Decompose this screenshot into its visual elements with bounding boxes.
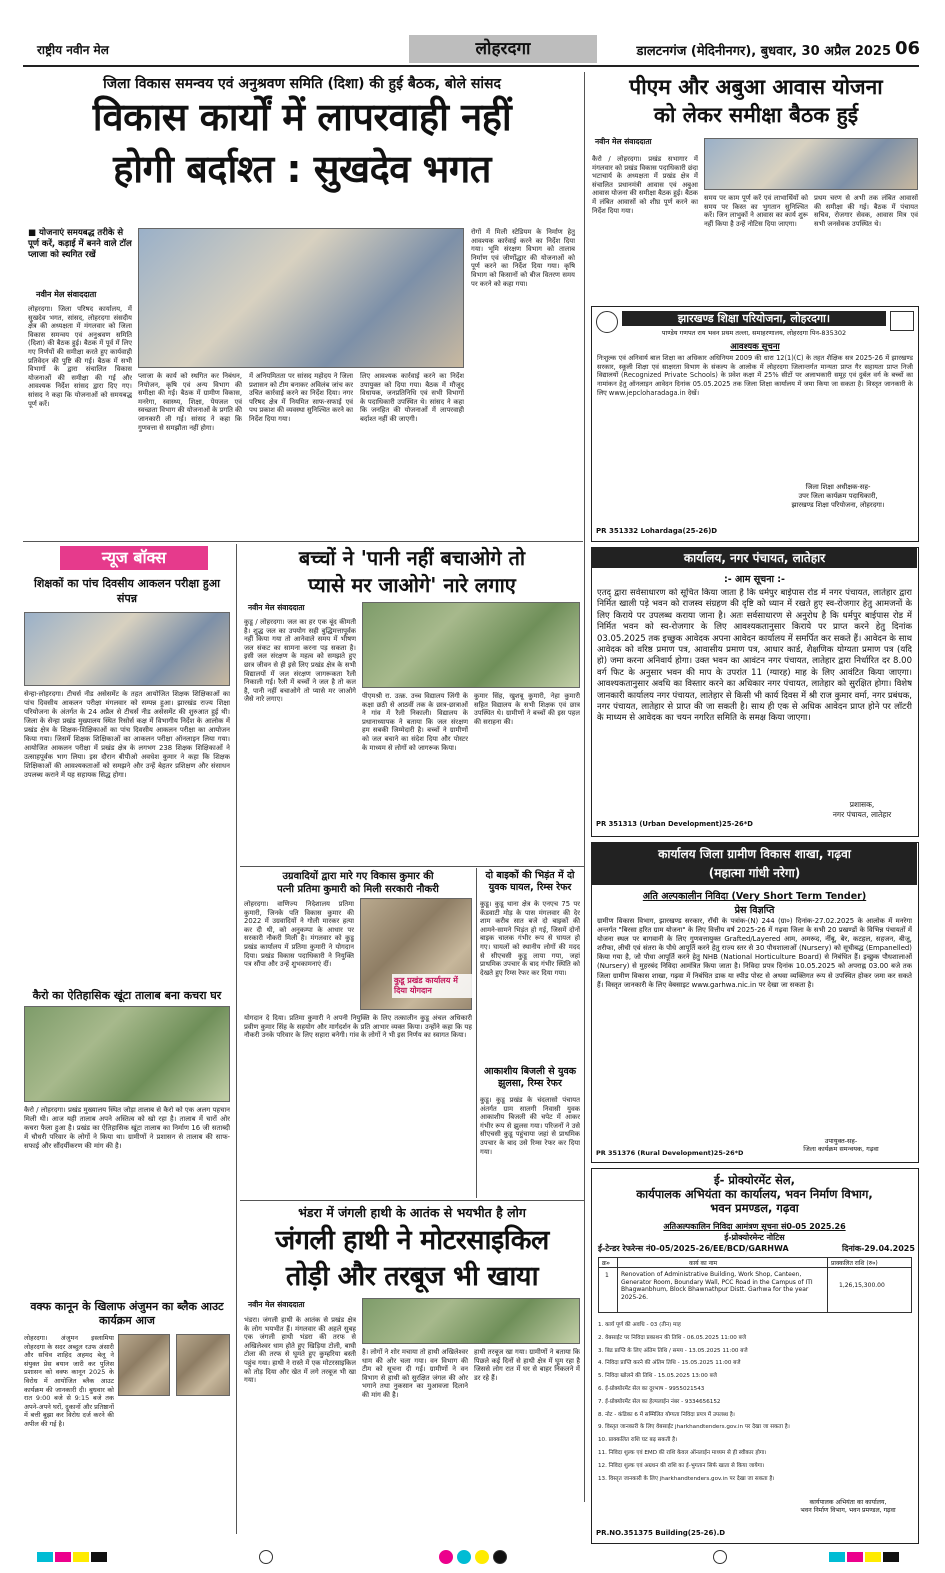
pm-awas-body-3: प्रथम चरण से अभी तक लंबित आवासों की समीक्षा की गई। बैठक में पंचायत सचिव, रोजगार सेवक, आवास मित्र एवं सभी जनसेवक उपस्थित थे। xyxy=(814,194,918,228)
water-photo xyxy=(362,602,580,688)
pm-awas-byline: नवीन मेल संवाददाता xyxy=(595,137,652,146)
garhwa-ad-body: ग्रामीण विकास विभाग, झारखण्ड सरकार, राँची के पत्रांक-(N) 244 (ग्रा०) दिनांक-27.02.2025 के आलोक में मनरेगा अन्तर्गत "बिरसा हरित ग्राम योजना" के लिए वित्तीय वर्ष 2025-26 में गढ़वा जिला के सभी 20 प्रखण्डों के विभिन्न पंचायतों में योजना स्थल पर बागवानी के लिए गुणवत्तायुक्त Grafted/Layered आम, अमरूद, नींबू, बेर, कटहल, सहजन, बीजू, शरीफा, लीची एवं संतरा के पौधे आपूर्ति करने हेतु राज्य स्तर से 30 पौधशालाओं (Nursery) को सूचीबद्ध (Empanelled) किया गया है, जो पौधा आपूर्ति करने हेतु NHB (National Horticulture Board) से निबंधित हैं। इच्छुक पौधशालाओं (Nursery) से मुहरबंद निविदा आमंत्रित किया जाता है। निविदा प्रपत्र दिनांक 10.05.2025 को अपराह्न 03.00 बजे तक जिला ग्रामीण विकास शाखा, गढ़वा में निबंधित डाक या स्पीड पोस्ट से अथवा व्यक्तिगत रूप से उपस्थित होकर जमा कर सकते हैं। विस्तृत जानकारी के लिए वेबसाइट www.garhwa.nic.in पर देखा जा सकता है। xyxy=(597,917,912,989)
garhwa-ad-notice-title: प्रेस विज्ञप्ति xyxy=(734,905,775,916)
garhwa-ad-title: कार्यालय जिला ग्रामीण विकास शाखा, गढ़वा (महात्मा गांधी नरेगा) xyxy=(592,843,917,885)
lead-byline: नवीन मेल संवाददाता xyxy=(36,290,97,299)
elephant-headline-2: तोड़ी और तरबूज भी खाया xyxy=(285,1261,539,1292)
elephant-photo xyxy=(362,1298,580,1344)
bike-body: कुडू। कुडू थाना क्षेत्र के एनएच 75 पर केंडवाटी मोड़ के पास मंगलवार की देर शाम करीब सात बजे दो बाइकों की आमने-सामने भिड़ंत हो गई, जिसमें दोनों बाइक चालक गंभीर रूप से घायल हो गए। घायलों को स्थानीय लोगों की मदद से सीएचसी कुडू लाया गया, जहां प्राथमिक उपचार के बाद गंभीर स्थिति को देखते हुए रिम्स रेफर कर दिया गया। xyxy=(480,900,580,977)
tender-ad-notice: ई-प्रोक्योरमेन्ट नोटिस xyxy=(724,1233,785,1242)
news-box-label: न्यूज बॉक्स xyxy=(60,546,208,570)
registration-mark-icon xyxy=(259,1550,273,1564)
news2-photo xyxy=(24,1006,230,1102)
edu-ad-logo xyxy=(596,311,618,333)
tender-ad-subtitle: अतिअल्पकालिन निविदा आमंत्रण सूचना सं0-05 2025.26 xyxy=(663,1222,846,1231)
garhwa-ad-sign: उपायुक्त-सह- जिला कार्यक्रम समन्वयक, गढ़वा xyxy=(803,1137,879,1153)
tender-ad xyxy=(591,1168,919,1544)
color-swatch xyxy=(37,1552,53,1562)
nagar-ad-pr: PR 351313 (Urban Development)25-26*D xyxy=(596,820,753,828)
news3-body: लोहरदगा। अंजुमन इस्लामिया लोहरदगा के सदर अब्दुल रउफ अंसारी और सचिव शाहिद अहमद बेलू ने संयुक्त प्रेस बयान जारी कर पुलिस प्रशासन को वक्फ कानून 2025 के विरोध में आयोजित ब्लैक आउट कार्यक्रम की जानकारी दी। बुधवार को रात 9:00 बजे से 9:15 बजे तक अपने-अपने घरों, दुकानों और प्रतिष्ठानों में बत्ती बुझा कर विरोध दर्ज करने की अपील की गई है। xyxy=(24,1334,114,1428)
electric-headline: आकाशीय बिजली से युवक झुलसा, रिम्स रेफर xyxy=(483,1066,577,1089)
water-headline-2: प्यासे मर जाओगे' नारे लगाए xyxy=(308,573,516,597)
tender-item: 11. निविदा शुल्क एवं EMD की राशि केवल ऑनलाईन माध्यम से ही स्वीकार होगा। xyxy=(598,1449,767,1456)
elephant-body: भंडरा। जंगली हाथी के आतंक से प्रखंड क्षेत्र के लोग भयभीत हैं। मंगलवार की अहले सुबह एक जंगली हाथी भंडरा की तरफ से अखिलेश्वर धाम होते हुए खिड़िया टोली, बाघी टोला की तरफ से घूमते हुए कुम्हरिया बस्ती पहुंच गया। हाथी ने रास्ते में एक मोटरसाइकिल को तोड़ दिया और खेत में लगे तरबूज भी खा गया। xyxy=(244,1316,356,1385)
tender-item: 8. नोट - कंडिका 6 में सम्मिलित योग्यता निविदा प्रपत्र में उपलब्ध है। xyxy=(598,1411,735,1418)
lead-photo-meeting xyxy=(138,228,464,368)
lead-body-col3: में अनियमितता पर सांसद महोदय ने जिला प्रशासन को टीम बनाकर अविलंब जांच कर उचित कार्रवाई करने का निर्देश दिया। नगर परिषद क्षेत्र में नियमित साफ-सफाई एवं पथ प्रकाश की व्यवस्था सुनिश्चित करने का निर्देश दिया गया। xyxy=(249,372,353,423)
water-headline-1: बच्चों ने 'पानी नहीं बचाओगे तो xyxy=(298,546,526,570)
tender-table-head-1: कार्य का नाम xyxy=(689,1260,718,1267)
elephant-headline-1: जंगली हाथी ने मोटरसाइकिल xyxy=(275,1225,549,1256)
lead-body-col1: लोहरदगा। जिला परिषद कार्यालय, में सुखदेव भगत, सांसद, लोहरदगा संसदीय क्षेत्र की अध्यक्षता में मंगलवार को जिला विकास समन्वय एवं अनुश्रवण समिति (दिशा) की बैठक हुई। बैठक में पूर्व में लिए गए निर्णयों की समीक्षा करते हुए कार्यवाही प्रतिवेदन की पुष्टि की गई। बैठक में सभी विभागों के द्वारा संचालित विकास योजनाओं की समीक्षा की गई और आवश्यक निर्देश सांसद द्वारा दिए गए। सांसद ने कहा कि योजनाओं को समयबद्ध पूर्ण करें। xyxy=(28,305,132,408)
edu-ad-notice-title: आवश्यक सूचना xyxy=(730,342,780,352)
electric-body: कुडू। कुडू प्रखंड के चंदलासो पंचायत अंतर्गत ग्राम सालगी निवासी युवक आकाशीय बिजली की चपेट में आकर गंभीर रूप से झुलस गया। परिजनों ने उसे सीएचसी कुडू पहुंचाया जहां से प्राथमिक उपचार के बाद उसे रिम्स रेफर कर दिया गया। xyxy=(480,1096,580,1156)
color-swatch xyxy=(865,1552,881,1562)
lead-body-col5: रोगों में मिली स्टेडियम के निर्माण हेतु आवश्यक कार्रवाई करने का निर्देश दिया गया। भूमि संरक्षण विभाग को तालाब निर्माण एवं जीर्णोद्धार की योजनाओं को पूर्ण करने का निर्देश दिया गया। कृषि विभाग को किसानों को बीज वितरण समय पर करने को कहा गया। xyxy=(471,228,575,288)
garhwa-ad xyxy=(591,842,919,1163)
newspaper-logo: राष्ट्रीय नवीन मेल xyxy=(37,43,109,57)
tender-ad-ref: ई-टेन्डर रेफरेन्स नं0-05/2025-26/EE/BCD/GARHWA xyxy=(598,1244,789,1253)
tender-table-head-0: क्र० xyxy=(602,1260,610,1267)
tender-ad-sign: कार्यपालक अभियंता का कार्यालय, भवन निर्माण विभाग, भवन प्रमण्डल, गढ़वा xyxy=(800,1499,896,1514)
edu-ad-logo-2 xyxy=(890,311,914,331)
water-byline: नवीन मेल संवाददाता xyxy=(248,603,305,612)
nagar-ad xyxy=(591,547,919,837)
tender-item: 5. निविदा खोलने की तिथि - 15.05.2025 13:00 बजे xyxy=(598,1373,717,1380)
garhwa-ad-pr: PR 351376 (Rural Development)25-26*D xyxy=(596,1149,744,1157)
naukri-body: लोहरदगा। वाणिज्य निदेशालय प्रतिमा कुमारी, जिनके पति विकास कुमार की 2022 में उग्रवादियों ने गोली मारकर हत्या कर दी थी, को अनुकम्पा के आधार पर सरकारी नौकरी मिली है। मंगलवार को कुडू प्रखंड कार्यालय में प्रतिमा कुमारी ने योगदान दिया। प्रखंड विकास पदाधिकारी ने नियुक्ति पत्र सौंपा और उन्हें शुभकामनाएं दीं। xyxy=(244,900,354,969)
tender-item: 6. ई-प्रोक्योरमेंट सेल का दूरभाष - 9955021543 xyxy=(598,1385,705,1392)
lead-bullet: ■ योजनाएं समयबद्ध तरीके से पूर्ण करें, कड़ाई में बनने वाले टॉल प्लाजा को स्थगित रखें xyxy=(28,228,132,260)
edu-ad xyxy=(591,306,919,542)
registration-mark-icon xyxy=(493,1550,507,1564)
lead-headline-2: होगी बर्दाश्त : सुखदेव भगत xyxy=(113,147,491,191)
news2-body: कैरो / लोहरदगा। प्रखंड मुख्यालय स्थित जोड़ा तालाब से कैरो को एक अलग पहचान मिली थी। आज यही तालाब अपने अस्तित्व को खो रहा है। तालाब में चारों ओर कचरा फैला हुआ है। प्रखंड का ऐतिहासिक खूंटा तालाब का निर्माण 16 जी सताब्दी में चौधरी परिवार के लोगों ने किया था। ग्रामीणों ने प्रशासन से तालाब की साफ-सफाई और सौंदर्यीकरण की मांग की है। xyxy=(24,1106,230,1150)
tender-item: 7. ई-प्रोक्योरमेंट सेल का हेल्पलाईन नंबर - 9334656152 xyxy=(598,1398,721,1405)
tender-item: 4. निविदा प्राप्ति करने की अंतिम तिथि - 15.05.2025 11:00 बजे xyxy=(598,1360,741,1367)
color-swatch xyxy=(847,1552,863,1562)
lead-body-col4: लिए आवश्यक कार्रवाई करने का निर्देश उपायुक्त को दिया गया। बैठक में मौजूद विधायक, जनप्रतिनिधि एवं सभी विभागों के पदाधिकारी उपस्थित थे। सांसद ने कहा कि जनहित की योजनाओं में लापरवाही बर्दाश्त नहीं की जाएगी। xyxy=(360,372,464,423)
edu-ad-body: निःशुल्क एवं अनिवार्य बाल शिक्षा का अधिकार अधिनियम 2009 की धारा 12(1)(C) के तहत शैक्षिक सत्र 2025-26 में झारखण्ड सरकार, स्कूली शिक्षा एवं साक्षरता विभाग के संकल्प के आलोक में लोहरदगा जिलान्तर्गत मान्यता प्राप्त गैर सहायता प्राप्त निजी विद्यालयों (Recognized Private Schools) के प्रवेश कक्षा में 25% सीटों पर अलाभकारी समूह एवं दुर्बल वर्ग के बच्चों का नामांकन हेतु ऑनलाइन आवेदन दिनांक 05.05.2025 तक जिला शिक्षा कार्यालय में जमा किया जा सकता है। विस्तृत जानकारी के लिए www.jepcloharadaga.in देखें। xyxy=(597,354,913,397)
news3-headline: वक्फ कानून के खिलाफ अंजुमन का ब्लैक आउट कार्यक्रम आज xyxy=(30,1300,224,1327)
registration-mark-icon xyxy=(475,1550,489,1564)
nagar-ad-title: कार्यालय, नगर पंचायत, लातेहार xyxy=(592,548,917,568)
naukri-photo-caption: कुडू प्रखंड कार्यालय में दिया योगदान xyxy=(392,974,472,998)
news1-body: सेन्हा-लोहरदगा। टीचर्स नीड असेसमेंट के तहत आयोजित शिक्षक शिक्षिकाओं का पांच दिवसीय आकलन परीक्षा मंगलवार को सम्पन्न हुआ। झारखंड राज्य शिक्षा परियोजना के अंतर्गत के 24 अप्रैल से टीचर्स नीड असेसमेंट की शुरुआत हुई थी। जिला के सेन्हा प्रखंड मुख्यालय स्थित रिसोर्स कक्ष में विभागीय निर्देश के आलोक में प्रखंड क्षेत्र के शिक्षक-शिक्षिकाओं का पांच दिवसीय आकलन परीक्षा का आयोजन किया गया। जिसमें शिक्षक शिक्षिकाओं का आकलन परीक्षा ऑनलाइन लिया गया। आयोजित आकलन परीक्षा में प्रखंड क्षेत्र के लगभग 238 शिक्षक शिक्षिकाओं ने उत्साहपूर्वक भाग लिया। इस दौरान बीपीओ अवधेश कुमार ने कहा कि शिक्षक शिक्षिकाओं की आवश्यकताओं को समझने और उन्हें बेहतर प्रशिक्षण और संसाधन उपलब्ध कराने में यह सहायक सिद्ध होगा। xyxy=(24,690,230,779)
news3-photo-1 xyxy=(118,1334,170,1396)
news2-headline: कैरो का ऐतिहासिक खूंटा तालाब बना कचरा घर xyxy=(32,989,222,1002)
edu-ad-address: पाण्डेय गणपत राय भवन प्रथम तल्ला, समाहरणालय, लोहरदगा पिन-835302 xyxy=(661,329,847,337)
masthead xyxy=(23,35,919,67)
print-color-bar xyxy=(23,1550,919,1564)
color-swatch xyxy=(829,1552,845,1562)
tender-items xyxy=(598,1319,912,1485)
naukri-body-2: योगदान दे दिया। प्रतिमा कुमारी ने अपनी नियुक्ति के लिए तत्कालीन कुडू अंचल अधिकारी प्रवीण कुमार सिंह के सहयोग और मार्गदर्शन के प्रति आभार व्यक्त किया। उन्होंने कहा कि यह नौकरी उनके परिवार के लिए सहारा बनेगी। गांव के लोगों ने भी इस निर्णय का स्वागत किया। xyxy=(244,1014,472,1040)
page-number: 06 xyxy=(895,38,921,59)
edu-ad-pr: PR 351332 Lohardaga(25-26)D xyxy=(596,527,718,535)
elephant-body-2: है। लोगों ने शोर मचाया तो हाथी अखिलेश्वर धाम की ओर चला गया। वन विभाग की टीम को सूचना दी गई। ग्रामीणों ने वन विभाग से हाथी को सुरक्षित जंगल की ओर भगाने तथा नुकसान का मुआवजा दिलाने की मांग की है। xyxy=(362,1348,468,1399)
pm-awas-body: कैरो / लोहरदगा। प्रखंड सभागार में मंगलवार को प्रखंड विकास पदाधिकारी छंदा भटाचार्य के अध्यक्षता में प्रखंड क्षेत्र में संचालित प्रधानमंत्री आवास एवं अबुआ आवास योजना की समीक्षा बैठक हुई। बैठक में लंबित आवासों को शीघ्र पूर्ण करने का निर्देश दिया गया। xyxy=(592,155,698,215)
elephant-byline: नवीन मेल संवाददाता xyxy=(248,1300,305,1309)
naukri-headline: उग्रवादियों द्वारा मारे गए विकास कुमार की पत्नी प्रतिमा कुमारी को मिली सरकारी नौकरी xyxy=(277,871,439,895)
news1-headline: शिक्षकों का पांच दिवसीय आकलन परीक्षा हुआ संपन्न xyxy=(33,577,220,605)
tender-ad-pr: PR.NO.351375 Building(25-26).D xyxy=(596,1529,726,1537)
tender-ad-date: दिनांक-29.04.2025 xyxy=(842,1244,915,1253)
tender-item: 13. विस्तृत जानकारी के लिए jharkhandtenders.gov.in पर देखा जा सकता है। xyxy=(598,1475,775,1482)
elephant-body-3: हाथी तरबूज खा गया। ग्रामीणों ने बताया कि पिछले कई दिनों से हाथी क्षेत्र में घूम रहा है जिससे लोग रात में घर से बाहर निकलने में डर रहे हैं। xyxy=(474,1348,580,1382)
color-swatch xyxy=(91,1552,107,1562)
tender-row-no: 1 xyxy=(605,1272,609,1279)
edu-ad-title: झारखण्ड शिक्षा परियोजना, लोहरदगा। xyxy=(622,311,886,326)
news3-photo-2 xyxy=(176,1334,230,1396)
pm-awas-headline-2: को लेकर समीक्षा बैठक हुई xyxy=(653,103,859,127)
tender-item: 9. विस्तृत जानकारी के लिए वेबसाईट jharkhandtenders.gov.in पर देखा जा सकता है। xyxy=(598,1424,790,1431)
water-body-2: पीएमश्री रा. उत्क्र. उच्च विद्यालय जिंगी के कक्षा छठी से आठवीं तक के छात्र-छात्राओं ने गांव में रैली निकाली। विद्यालय के प्रधानाध्यापक ने बताया कि जल संरक्षण हम सबकी जिम्मेदारी है। बच्चों ने ग्रामीणों को जल बचाने का संदेश दिया और पोस्टर के माध्यम से लोगों को जागरूक किया। xyxy=(362,692,468,752)
color-swatch xyxy=(883,1552,899,1562)
tender-item: 10. प्राक्कलित राशि घट बढ़ सकती है। xyxy=(598,1437,678,1444)
tender-table-head-2: प्राक्कलित राशि (रु०) xyxy=(831,1260,878,1267)
tender-item: 3. बिड प्राप्ति के लिए अंतिम तिथि / समय - 13.05.2025 11:00 बजे xyxy=(598,1347,748,1354)
garhwa-ad-subtitle: अति अल्पकालीन निविदा (Very Short Term Tender) xyxy=(642,891,867,902)
edu-ad-sign: जिला शिक्षा अधीक्षक-सह- उपर जिला कार्यक्रम पदाधिकारी, झारखण्ड शिक्षा परियोजना, लोहरदगा। xyxy=(791,483,885,509)
color-swatch xyxy=(55,1552,71,1562)
color-swatch xyxy=(73,1552,89,1562)
tender-table xyxy=(598,1257,912,1313)
lead-headline-1: विकास कार्यों में लापरवाही नहीं xyxy=(92,95,512,139)
tender-item: 12. निविदा शुल्क एवं अग्रधन की राशि का ई-भुगतान सिर्फ खाता से किया जायेगा। xyxy=(598,1462,765,1469)
lead-body-col2: प्लाजा के कार्य को स्थगित कर निबंधन, नियोजन, कृषि एवं अन्य विभाग की समीक्षा की गई। बैठक में ग्रामीण विकास, मनरेगा, स्वास्थ्य, शिक्षा, पेयजल एवं स्वच्छता विभाग की योजनाओं के प्रगति की जानकारी ली गई। सांसद ने कहा कि गुणवत्ता से समझौता नहीं होगा। xyxy=(138,372,242,432)
nagar-ad-notice-title: :- आम सूचना :- xyxy=(724,574,785,585)
elephant-kicker: भंडरा में जंगली हाथी के आतंक से भयभीत है लोग xyxy=(298,1205,526,1220)
dateline: डालटनगंज (मेदिनीनगर), बुधवार, 30 अप्रैल 2025 xyxy=(636,44,891,59)
section-label: लोहरदगा xyxy=(409,35,597,63)
water-body: कुडू / लोहरदगा। जल का हर एक बूंद कीमती है। शुद्ध जल का उपयोग सही बुद्धिमत्तापूर्वक नहीं किया गया तो आनेवाले समय में भीषण जल संकट का सामना करना पड़ सकता है। इसी जल संरक्षण के महत्व को समझते हुए छात्र जीवन से ही इसे लिए प्रखंड क्षेत्र के सभी विद्यालयों में जल संरक्षण जागरूकता रैली निकाली गई। रैली में बच्चों ने जल है तो कल है, पानी नहीं बचाओगे तो प्यासे मर जाओगे जैसे नारे लगाए। xyxy=(244,618,356,704)
bike-headline: दो बाइकों की भिड़ंत में दो युवक घायल, रिम्स रेफर xyxy=(485,870,575,893)
pm-awas-headline-1: पीएम और अबुआ आवास योजना xyxy=(629,75,883,99)
nagar-ad-sign: प्रशासक, नगर पंचायत, लातेहार xyxy=(832,800,892,819)
news1-photo xyxy=(24,612,230,686)
nagar-ad-body: एतद् द्वारा सर्वसाधारण को सूचित किया जाता है कि धर्मपुर बाईपास रोड में नगर पंचायत, लातेहार द्वारा निर्मित खाली पड़े भवन को राजस्व संग्रहण की दृष्टि को ध्यान में रखते हुए स्व-रोजगार हेतु आमजनों के लिए किराये पर उपलब्ध कराया जाना है। अतः सर्वसाधारण से अनुरोध है कि धर्मपुर बाईपास रोड में निर्मित भवन को स्व-रोजगार के लिए आवश्यकतानुसार किराये पर प्राप्त करने हेतु दिनांक 03.05.2025 तक इच्छुक आवेदक अपना आवेदन कार्यालय में समर्पित कर सकते हैं। आवेदन के साथ आवेदक को वरिष्ठ प्रमाण पत्र, आवासीय प्रमाण पत्र, आधार कार्ड, शैक्षणिक योग्यता प्रमाण पत्र (यदि हो) जमा करना अनिवार्य होगा। उक्त भवन का आवंटन नगर पंचायत, लातेहार द्वारा निर्धारित दर 8.00 वर्ग फिट के अनुसार भवन की माप के उपरांत 11 (ग्यारह) माह के लिए आवंटित किया जाएगा। आवश्यकतानुसार अवधि का विस्तार करने का अधिकार नगर पंचायत, लातेहार को सुरक्षित होगा। विशेष जानकारी कार्यालय नगर पंचायत, लातेहार से किसी भी कार्य दिवस में श्री राज कुमार वर्मा, नगर प्रबंधक, नगर पंचायत, लातेहार से प्राप्त की जा सकती है। साथ ही एक से अधिक आवेदन प्राप्त होने पर लॉटरी के माध्यम से आवेदक का चयन नगरित समिति के समक्ष किया जाएगा। xyxy=(597,588,912,724)
pm-awas-photo xyxy=(704,138,918,190)
tender-item: 1. कार्य पूर्ण की अवधि - 03 (तीन) माह xyxy=(598,1322,681,1328)
registration-mark-icon xyxy=(457,1550,471,1564)
tender-ad-title: ई- प्रोक्योरमेंट सेल, कार्यपालक अभियंता का कार्यालय, भवन निर्माण विभाग, भवन प्रमण्डल, गढ़वा xyxy=(636,1173,873,1215)
tender-row-work: Renovation of Administrative Building, Work Shop, Canteen, Generator Room, Boundary Wall, PCC Road in the Campus of ITI Bhagwanbhum, Block Bhawnathpur Distt. Garhwa for the year 2025-26. xyxy=(621,1271,813,1301)
tender-item: 2. वेबसाईट पर निविदा प्रकाशन की तिथि - 06.05.2025 11:00 बजे xyxy=(598,1334,746,1341)
water-body-3: कुमार सिंह, खुशबू कुमारी, नेहा कुमारी सहित विद्यालय के सभी शिक्षक एवं छात्र उपस्थित थे। ग्रामीणों ने बच्चों की इस पहल की सराहना की। xyxy=(474,692,580,726)
pm-awas-body-2: समय पर काम पूर्ण करें एवं लाभार्थियों को समय पर किस्त का भुगतान सुनिश्चित करें। जिन लाभुकों ने आवास का कार्य शुरू नहीं किया है उन्हें नोटिस दिया जाएगा। xyxy=(704,194,808,228)
lead-kicker: जिला विकास समन्वय एवं अनुश्रवण समिति (दिशा) की हुई बैठक, बोले सांसद xyxy=(103,76,501,92)
registration-mark-icon xyxy=(439,1550,453,1564)
registration-mark-icon xyxy=(713,1550,727,1564)
tender-row-amount: 1,26,15,300.00 xyxy=(839,1282,885,1289)
